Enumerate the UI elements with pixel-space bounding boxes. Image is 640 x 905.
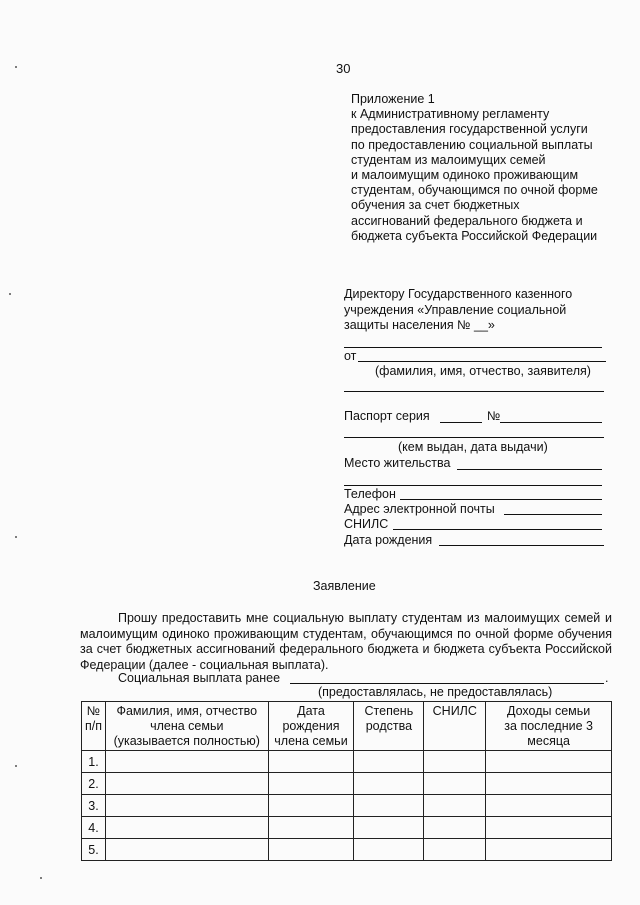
table-row: [82, 773, 612, 795]
relation-cell[interactable]: [354, 751, 424, 773]
appendix-line: и малоимущим одиноко проживающим: [351, 168, 579, 183]
request-paragraph: [80, 611, 612, 673]
passport-number-field[interactable]: [500, 422, 602, 423]
from-label: от: [344, 349, 357, 363]
birth-date-label: Дата рождения: [344, 533, 433, 547]
birth-cell[interactable]: [268, 773, 354, 795]
col-header-full-name: Фамилия, имя, отчество члена семьи (указывается полностью): [105, 702, 268, 751]
row-number: 5.: [82, 839, 106, 861]
name-cell[interactable]: [105, 839, 268, 861]
name-cell[interactable]: [105, 795, 268, 817]
income-cell[interactable]: [486, 773, 612, 795]
appendix-line: к Административному регламенту: [351, 107, 550, 122]
addressee-line: учреждения «Управление социальной: [344, 302, 567, 317]
scan-speck: [15, 765, 17, 767]
table-row: [82, 839, 612, 861]
col-header-number: № п/п: [82, 702, 106, 751]
snils-field[interactable]: [393, 529, 602, 530]
birth-date-field[interactable]: [439, 545, 604, 546]
prior-payment-end: .: [605, 671, 609, 685]
birth-cell[interactable]: [268, 839, 354, 861]
passport-issued-field[interactable]: [344, 437, 604, 438]
row-number: 2.: [82, 773, 106, 795]
scan-speck: [40, 877, 42, 879]
residence-field[interactable]: [457, 469, 602, 470]
addressee-block: [344, 287, 572, 334]
applicant-name-caption: (фамилия, имя, отчество, заявителя): [375, 364, 591, 378]
income-cell[interactable]: [486, 751, 612, 773]
addressee-blank-line: [344, 347, 602, 348]
table-row: [82, 751, 612, 773]
request-text: Прошу предоставить мне социальную выплату студентам из малоимущих семей и малоимущим одиноко проживающим студентам, обучающимся по очной форме обучения за счет бюджетных ассигнований федерального бюджета и бюджета субъекта Российской Федерации (далее - социальная выплата).: [80, 611, 612, 672]
appendix-line: Приложение 1: [351, 92, 435, 106]
table-row: [82, 817, 612, 839]
addressee-line: Директору Государственного казенного: [344, 287, 573, 301]
appendix-line: бюджета субъекта Российской Федерации: [351, 228, 598, 243]
relation-cell[interactable]: [354, 795, 424, 817]
scan-speck: [15, 536, 17, 538]
snils-cell[interactable]: [424, 773, 486, 795]
applicant-extra-line[interactable]: [344, 391, 604, 392]
relation-cell[interactable]: [354, 773, 424, 795]
passport-series-label: Паспорт серия: [344, 409, 430, 423]
email-field[interactable]: [504, 514, 602, 515]
issued-caption: (кем выдан, дата выдачи): [398, 440, 548, 454]
name-cell[interactable]: [105, 817, 268, 839]
col-header-income: Доходы семьи за последние 3 месяца: [486, 702, 612, 751]
passport-series-field[interactable]: [440, 422, 482, 423]
family-members-table: [81, 701, 612, 861]
prior-payment-label: Социальная выплата ранее: [118, 671, 281, 685]
row-number: 3.: [82, 795, 106, 817]
applicant-name-field[interactable]: [358, 361, 606, 362]
snils-cell[interactable]: [424, 817, 486, 839]
appendix-line: ассигнований федерального бюджета и: [351, 213, 583, 228]
birth-cell[interactable]: [268, 751, 354, 773]
income-cell[interactable]: [486, 839, 612, 861]
addressee-line: защиты населения № __»: [344, 318, 495, 332]
snils-label: СНИЛС: [344, 517, 389, 531]
snils-cell[interactable]: [424, 751, 486, 773]
appendix-line: студентам из малоимущих семей: [351, 152, 546, 167]
prior-payment-field[interactable]: [290, 683, 604, 684]
appendix-line: студентам, обучающимся по очной форме: [351, 183, 598, 198]
prior-payment-caption: (предоставлялась, не предоставлялась): [318, 685, 553, 699]
col-header-birth-date: Дата рождения члена семьи: [268, 702, 354, 751]
table-row: [82, 795, 612, 817]
snils-cell[interactable]: [424, 839, 486, 861]
appendix-line: по предоставлению социальной выплаты: [351, 137, 593, 152]
appendix-line: предоставления государственной услуги: [351, 122, 588, 137]
name-cell[interactable]: [105, 751, 268, 773]
page-number: 30: [336, 61, 351, 76]
scan-speck: [15, 66, 17, 68]
birth-cell[interactable]: [268, 817, 354, 839]
row-number: 4.: [82, 817, 106, 839]
phone-field[interactable]: [400, 499, 602, 500]
relation-cell[interactable]: [354, 817, 424, 839]
birth-cell[interactable]: [268, 795, 354, 817]
appendix-header: [351, 92, 598, 244]
snils-cell[interactable]: [424, 795, 486, 817]
residence-extra-field[interactable]: [344, 485, 602, 486]
income-cell[interactable]: [486, 817, 612, 839]
passport-number-label: №: [487, 409, 501, 423]
residence-label: Место жительства: [344, 456, 451, 470]
phone-label: Телефон: [344, 487, 396, 501]
row-number: 1.: [82, 751, 106, 773]
col-header-relation: Степень родства: [354, 702, 424, 751]
document-title: Заявление: [313, 579, 376, 593]
scan-speck: [9, 293, 11, 295]
relation-cell[interactable]: [354, 839, 424, 861]
col-header-snils: СНИЛС: [424, 702, 486, 751]
email-label: Адрес электронной почты: [344, 502, 495, 516]
name-cell[interactable]: [105, 773, 268, 795]
income-cell[interactable]: [486, 795, 612, 817]
appendix-line: обучения за счет бюджетных: [351, 198, 520, 213]
